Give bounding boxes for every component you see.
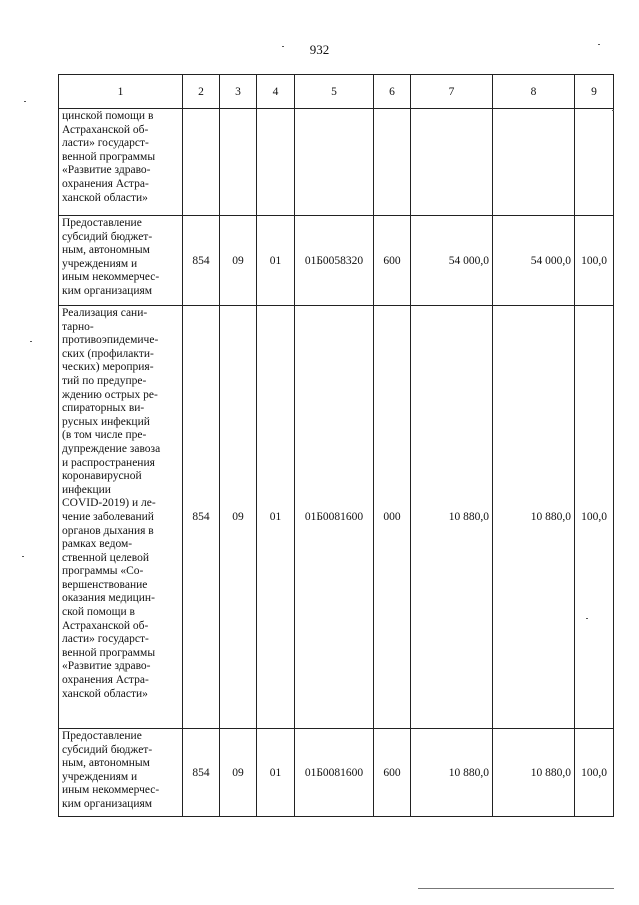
cell-ministry-code: 854 <box>183 306 220 729</box>
cell-percent: 100,0 <box>575 729 614 817</box>
cell-section <box>220 109 257 216</box>
cell-subsection: 01 <box>257 729 295 817</box>
row-description: Предоставление субсидий бюджет- ным, автономным учреждениям и иным некоммерчес- ким организациям <box>59 729 183 817</box>
table-row <box>59 216 614 306</box>
cell-target-article <box>295 109 374 216</box>
cell-approved-amount <box>411 109 493 216</box>
scan-speck <box>30 341 32 342</box>
cell-subsection: 01 <box>257 216 295 306</box>
column-header: 4 <box>257 75 295 109</box>
scan-speck <box>24 101 26 102</box>
column-header: 2 <box>183 75 220 109</box>
column-header: 5 <box>295 75 374 109</box>
scan-edge-line <box>418 888 614 889</box>
column-header: 1 <box>59 75 183 109</box>
cell-subsection: 01 <box>257 306 295 729</box>
table-row <box>59 306 614 729</box>
scan-speck <box>586 618 588 619</box>
cell-expense-type <box>374 109 411 216</box>
row-description: Предоставление субсидий бюджет- ным, автономным учреждениям и иным некоммерчес- ким организациям <box>59 216 183 306</box>
cell-executed-amount <box>493 109 575 216</box>
cell-subsection <box>257 109 295 216</box>
cell-target-article: 01Б0058320 <box>295 216 374 306</box>
cell-section: 09 <box>220 729 257 817</box>
scan-speck <box>22 556 24 557</box>
cell-ministry-code: 854 <box>183 216 220 306</box>
cell-approved-amount: 54 000,0 <box>411 216 493 306</box>
cell-ministry-code <box>183 109 220 216</box>
scan-speck <box>598 44 600 45</box>
table-row <box>59 729 614 817</box>
budget-table <box>58 74 614 817</box>
column-header: 9 <box>575 75 614 109</box>
cell-expense-type: 600 <box>374 216 411 306</box>
cell-executed-amount: 10 880,0 <box>493 306 575 729</box>
scan-speck <box>612 110 614 111</box>
column-header: 8 <box>493 75 575 109</box>
cell-section: 09 <box>220 216 257 306</box>
cell-approved-amount: 10 880,0 <box>411 729 493 817</box>
cell-approved-amount: 10 880,0 <box>411 306 493 729</box>
cell-target-article: 01Б0081600 <box>295 729 374 817</box>
cell-target-article: 01Б0081600 <box>295 306 374 729</box>
cell-percent <box>575 109 614 216</box>
cell-executed-amount: 54 000,0 <box>493 216 575 306</box>
cell-expense-type: 600 <box>374 729 411 817</box>
cell-percent: 100,0 <box>575 306 614 729</box>
table-header-row <box>59 75 614 109</box>
row-description: Реализация сани- тарно- противоэпидемиче- ских (профилакти- ческих) мероприя- тий по предупре- ждению острых ре- спираторных ви- русных инфекций (в том числе пре- дупреждение завоза и распространения коронавирусной инфекции COVID-2019) и ле- чение заболеваний органов дыхания в рамках ведом- ственной целевой программы «Со- вершенствование оказания медицин- ской помощи в Астраханской об- ласти» государст- венной программы «Развитие здраво- охранения Астра- ханской области» <box>59 306 183 729</box>
scan-speck <box>282 46 284 47</box>
cell-section: 09 <box>220 306 257 729</box>
table-row <box>59 109 614 216</box>
page-number: 932 <box>309 42 330 57</box>
column-header: 6 <box>374 75 411 109</box>
column-header: 7 <box>411 75 493 109</box>
row-description: цинской помощи в Астраханской об- ласти» государст- венной программы «Развитие здраво- охранения Астра- ханской области» <box>59 109 183 216</box>
cell-percent: 100,0 <box>575 216 614 306</box>
cell-ministry-code: 854 <box>183 729 220 817</box>
column-header: 3 <box>220 75 257 109</box>
cell-expense-type: 000 <box>374 306 411 729</box>
cell-executed-amount: 10 880,0 <box>493 729 575 817</box>
